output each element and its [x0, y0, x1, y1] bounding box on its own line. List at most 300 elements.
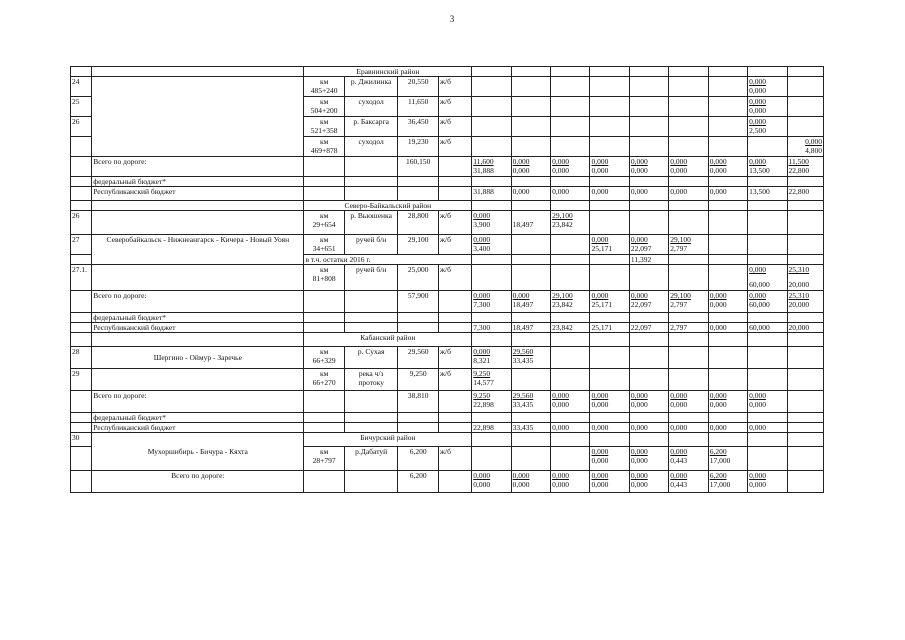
cell-value: 0,000	[630, 480, 648, 489]
table-cell: ручей б/н	[344, 235, 398, 255]
cell-value: 0,000	[749, 117, 766, 126]
table-cell	[708, 391, 747, 413]
table-cell	[551, 313, 590, 323]
table-cell: Республиканский бюджет	[92, 323, 304, 333]
table-cell	[472, 177, 511, 187]
table-cell	[398, 177, 438, 187]
cell-value: 66+270	[312, 378, 336, 387]
table-cell: 7,300	[472, 323, 511, 333]
table-cell	[787, 255, 824, 265]
table-cell	[787, 235, 824, 255]
table-cell	[708, 97, 747, 117]
cell-value: 0,000	[749, 97, 766, 106]
table-cell	[590, 235, 629, 255]
table-cell	[511, 77, 550, 97]
table-cell	[398, 323, 438, 333]
table-cell	[71, 177, 92, 187]
table-cell	[438, 471, 471, 493]
cell-value: 29+654	[312, 220, 336, 229]
table-cell	[708, 157, 747, 177]
cell-value: 0,000	[630, 471, 648, 480]
table-cell: 28	[71, 347, 92, 369]
table-cell	[344, 413, 398, 423]
cell-value: 0,000	[473, 347, 491, 356]
table-cell	[629, 391, 668, 413]
table-cell: 25	[71, 97, 92, 117]
table-cell: р.Дабатуй	[344, 447, 398, 471]
table-cell: 23,842	[551, 323, 590, 333]
cell-value: 31,888	[473, 166, 494, 175]
table-cell: р. Сухая	[344, 347, 398, 369]
cell-value: 2,500	[749, 126, 766, 135]
cell-value: 7,300	[473, 300, 491, 309]
table-cell	[669, 471, 708, 493]
table-cell	[344, 177, 398, 187]
section-header	[71, 67, 824, 77]
cell-value: 17,000	[709, 480, 731, 489]
cell-value: 33,435	[512, 356, 534, 365]
table-cell	[748, 265, 787, 291]
table-cell: 6,200	[398, 447, 438, 471]
table-cell	[669, 369, 708, 391]
table-cell	[629, 137, 668, 157]
table-cell	[511, 447, 550, 471]
cell-value: 3,400	[473, 244, 491, 253]
cell-value: 0,443	[670, 480, 688, 489]
table-cell	[511, 235, 550, 255]
table-cell	[787, 201, 824, 211]
cell-value: 0,000	[552, 471, 569, 480]
cell-value: 0,000	[749, 157, 766, 166]
table-cell	[71, 423, 92, 433]
table-cell	[708, 333, 747, 347]
cell-value: 0,000	[749, 291, 766, 300]
cell-value: 0,000	[630, 157, 648, 166]
table-cell: 25,171	[590, 323, 629, 333]
table-cell	[748, 177, 787, 187]
table-cell	[551, 291, 590, 313]
table-cell: ж/б	[438, 211, 471, 235]
table-cell	[669, 333, 708, 347]
table-cell	[551, 433, 590, 447]
table-cell	[629, 235, 668, 255]
table-cell	[511, 265, 550, 291]
cell-value: 0,000	[512, 157, 530, 166]
cell-value: км	[319, 265, 329, 274]
table-cell	[669, 77, 708, 97]
cell-value: 0,000	[749, 86, 766, 95]
table-cell	[92, 265, 304, 291]
cell-value: 0,000	[805, 137, 822, 146]
cell-value: 0,000	[709, 291, 727, 300]
table-cell	[748, 157, 787, 177]
cell-value: 20,000	[788, 300, 810, 309]
cell-value: км	[319, 369, 329, 378]
table-cell	[748, 347, 787, 369]
table-cell	[748, 255, 787, 265]
table-cell	[71, 313, 92, 323]
cell-value: 0,000	[473, 291, 491, 300]
table-cell: 57,900	[398, 291, 438, 313]
table-cell	[669, 347, 708, 369]
section-header	[71, 333, 824, 347]
cell-value: 0,000	[670, 447, 688, 456]
table-cell: 36,450	[398, 117, 438, 137]
cell-value: 0,000	[512, 480, 530, 489]
table-cell	[748, 391, 787, 413]
table-cell	[551, 117, 590, 137]
table-cell	[590, 433, 629, 447]
cell-value: 0,000	[630, 456, 648, 465]
table-cell	[629, 347, 668, 369]
table-cell	[438, 157, 471, 177]
cell-value: 0,000	[591, 166, 609, 175]
table-cell: ж/б	[438, 265, 471, 291]
cell-value: 0,000	[749, 106, 766, 115]
table-cell	[438, 291, 471, 313]
table-cell	[708, 117, 747, 137]
cell-value: 66+329	[312, 356, 336, 365]
table-cell	[398, 423, 438, 433]
table-cell	[787, 137, 824, 157]
budget-table	[70, 66, 824, 493]
table-cell	[472, 157, 511, 177]
table-cell	[551, 265, 590, 291]
cell-value: 0,000	[552, 391, 569, 400]
table-cell	[748, 97, 787, 117]
cell-value: 29,560	[512, 391, 534, 400]
table-cell: 38,810	[398, 391, 438, 413]
cell-value: 0,000	[591, 391, 609, 400]
table-cell	[787, 265, 824, 291]
table-cell	[748, 201, 787, 211]
table-cell: 11,392	[629, 255, 668, 265]
cell-value: 0,000	[591, 400, 609, 409]
table-cell	[629, 433, 668, 447]
table-cell	[669, 67, 708, 77]
table-cell	[748, 235, 787, 255]
total-row	[71, 291, 824, 313]
cell-value: 0,000	[552, 166, 569, 175]
table-cell	[71, 187, 92, 201]
table-cell	[748, 117, 787, 137]
cell-value: 60,000	[749, 280, 770, 289]
cell-value: 0,000	[630, 166, 648, 175]
cell-value: 0,000	[709, 400, 727, 409]
federal-row	[71, 413, 824, 423]
cell-value: 0,000	[670, 400, 688, 409]
table-cell	[748, 313, 787, 323]
cell-value: 4,800	[805, 146, 822, 155]
table-cell	[590, 177, 629, 187]
table-cell	[438, 423, 471, 433]
table-cell	[669, 97, 708, 117]
table-cell	[551, 77, 590, 97]
table-cell	[472, 77, 511, 97]
table-cell: 29,100	[398, 235, 438, 255]
table-cell: Всего по дороге:	[92, 291, 304, 313]
table-cell	[551, 177, 590, 187]
table-cell	[472, 347, 511, 369]
table-cell: 33,435	[511, 423, 550, 433]
table-cell: суходол	[344, 137, 398, 157]
table-cell	[708, 67, 747, 77]
table-cell	[551, 235, 590, 255]
republic-row	[71, 423, 824, 433]
table-cell	[629, 177, 668, 187]
cell-value: 29,560	[512, 347, 534, 356]
table-cell	[590, 447, 629, 471]
table-cell	[551, 333, 590, 347]
table-cell	[344, 187, 398, 201]
cell-value: 25,310	[788, 265, 810, 274]
table-cell	[472, 97, 511, 117]
table-cell	[708, 433, 747, 447]
cell-value: 60,000	[749, 300, 770, 309]
table-cell	[787, 471, 824, 493]
federal-row	[71, 177, 824, 187]
table-cell	[551, 157, 590, 177]
cell-value: 521+358	[310, 126, 338, 135]
table-cell	[590, 137, 629, 157]
table-cell	[590, 117, 629, 137]
table-cell	[590, 77, 629, 97]
table-cell	[787, 291, 824, 313]
table-cell	[551, 137, 590, 157]
table-cell	[472, 265, 511, 291]
cell-value: 28+797	[312, 456, 336, 465]
table-cell	[669, 137, 708, 157]
table-cell	[472, 137, 511, 157]
table-row	[71, 211, 824, 235]
table-cell	[590, 313, 629, 323]
table-cell	[511, 471, 550, 493]
table-cell	[472, 433, 511, 447]
table-cell: река ч/з протоку	[344, 369, 398, 391]
table-cell: 0,000	[708, 423, 747, 433]
federal-row	[71, 313, 824, 323]
table-cell: 6,200	[398, 471, 438, 493]
table-cell	[590, 67, 629, 77]
cell-value: 0,000	[591, 480, 609, 489]
cell-value: 23,842	[552, 220, 573, 229]
table-cell	[629, 369, 668, 391]
table-cell	[590, 333, 629, 347]
table-cell	[748, 447, 787, 471]
table-cell: Республиканский бюджет	[92, 423, 304, 433]
table-cell	[787, 77, 824, 97]
table-cell	[344, 323, 398, 333]
table-cell	[92, 77, 304, 157]
table-cell	[92, 369, 304, 391]
cell-value: 9,250	[473, 391, 491, 400]
table-cell	[629, 447, 668, 471]
cell-value: 0,000	[591, 471, 609, 480]
cell-value: 0,000	[630, 391, 648, 400]
table-cell	[629, 265, 668, 291]
cell-value: 0,000	[591, 157, 609, 166]
cell-value: 0,443	[670, 456, 688, 465]
cell-value: 0,000	[630, 447, 648, 456]
table-cell: 18,497	[511, 323, 550, 333]
table-cell	[708, 447, 747, 471]
total-row	[71, 391, 824, 413]
section-header	[71, 201, 824, 211]
cell-value: 22,898	[473, 400, 494, 409]
table-cell	[748, 413, 787, 423]
cell-value: 20,000	[788, 280, 810, 289]
table-cell	[590, 97, 629, 117]
cell-value: 469+878	[310, 146, 338, 155]
table-cell: 0,000	[748, 423, 787, 433]
table-cell	[708, 137, 747, 157]
table-cell	[472, 117, 511, 137]
table-cell	[304, 471, 344, 493]
table-cell	[71, 201, 92, 211]
table-cell	[748, 137, 787, 157]
table-cell	[71, 157, 92, 177]
cell-value: 22,097	[630, 300, 652, 309]
table-cell	[590, 291, 629, 313]
table-cell	[551, 447, 590, 471]
cell-value	[513, 211, 549, 220]
table-cell: 30	[71, 433, 92, 447]
table-cell	[669, 265, 708, 291]
cell-value: 0,000	[749, 480, 766, 489]
cell-value: 0,000	[512, 166, 530, 175]
table-cell: 20,000	[787, 323, 824, 333]
table-cell	[304, 177, 344, 187]
table-cell	[71, 291, 92, 313]
table-cell	[511, 313, 550, 323]
cell-value: 3,900	[473, 220, 491, 229]
table-cell	[551, 413, 590, 423]
table-cell	[304, 211, 344, 235]
table-cell	[629, 97, 668, 117]
table-cell: ручей б/н	[344, 265, 398, 291]
table-cell	[629, 201, 668, 211]
table-cell	[669, 413, 708, 423]
cell-value: 0,000	[670, 391, 688, 400]
table-cell	[748, 211, 787, 235]
table-cell: 0,000	[669, 187, 708, 201]
table-cell	[551, 97, 590, 117]
table-cell: в т.ч. остатки 2016 г.	[304, 255, 472, 265]
table-cell	[669, 433, 708, 447]
table-cell	[590, 413, 629, 423]
table-cell: 2,797	[669, 323, 708, 333]
table-cell: 0,000	[590, 423, 629, 433]
table-cell	[708, 471, 747, 493]
table-cell	[708, 413, 747, 423]
cell-value: 0,000	[591, 447, 609, 456]
cell-value: 0,000	[749, 265, 766, 274]
cell-value: 0,000	[473, 235, 491, 244]
table-cell: Еравнинский район	[304, 67, 472, 77]
table-cell	[590, 347, 629, 369]
table-cell	[344, 423, 398, 433]
table-cell: Всего по дороге:	[92, 157, 304, 177]
table-cell	[708, 313, 747, 323]
table-cell	[669, 447, 708, 471]
table-cell	[304, 391, 344, 413]
table-cell: 0,000	[669, 423, 708, 433]
table-cell	[629, 77, 668, 97]
table-cell	[472, 313, 511, 323]
table-cell	[787, 369, 824, 391]
republic-row	[71, 323, 824, 333]
table-cell: 20,550	[398, 77, 438, 97]
cell-value: 504+200	[310, 106, 338, 115]
cell-value: 0,000	[670, 157, 688, 166]
table-cell	[438, 187, 471, 201]
table-cell	[92, 333, 304, 347]
table-cell	[344, 471, 398, 493]
table-row	[71, 369, 824, 391]
table-cell: федеральный бюджет*	[92, 177, 304, 187]
cell-value: 0,000	[512, 291, 530, 300]
table-cell	[472, 391, 511, 413]
table-cell: Шергино - Оймур - Заречье	[92, 347, 304, 369]
table-cell	[787, 333, 824, 347]
table-cell	[708, 235, 747, 255]
cell-value: км	[319, 97, 329, 106]
table-cell	[590, 211, 629, 235]
cell-value: 0,000	[630, 400, 648, 409]
cell-value: 0,000	[591, 456, 609, 465]
table-cell: 0,000	[551, 187, 590, 201]
table-cell: 31,888	[472, 187, 511, 201]
table-cell	[472, 471, 511, 493]
cell-value: 0,000	[512, 471, 530, 480]
table-cell	[787, 433, 824, 447]
cell-value: 11,500	[788, 157, 809, 166]
cell-value: 0,000	[473, 211, 491, 220]
table-cell: 22,097	[629, 323, 668, 333]
table-cell	[708, 369, 747, 391]
table-cell	[304, 97, 344, 117]
table-cell: Всего по дороге:	[92, 471, 304, 493]
table-cell	[511, 291, 550, 313]
table-cell	[304, 291, 344, 313]
table-cell	[511, 97, 550, 117]
table-cell: 0,000	[708, 323, 747, 333]
table-cell	[629, 333, 668, 347]
cell-value: 0,000	[552, 400, 569, 409]
cell-value: 25,171	[591, 244, 613, 253]
table-cell: 29	[71, 369, 92, 391]
table-cell: 22,898	[472, 423, 511, 433]
table-cell: ж/б	[438, 77, 471, 97]
table-cell	[748, 369, 787, 391]
cell-value: 34+651	[312, 244, 336, 253]
table-cell	[748, 67, 787, 77]
table-cell	[708, 201, 747, 211]
table-cell: федеральный бюджет*	[92, 413, 304, 423]
table-cell	[551, 391, 590, 413]
table-cell	[748, 291, 787, 313]
table-cell	[708, 177, 747, 187]
table-cell: Всего по дороге:	[92, 391, 304, 413]
cell-value: 0,000	[709, 166, 727, 175]
table-cell	[438, 177, 471, 187]
table-cell: ж/б	[438, 137, 471, 157]
page-number: 3	[449, 14, 455, 24]
table-row	[71, 265, 824, 291]
table-cell	[511, 391, 550, 413]
table-cell: Кабанский район	[304, 333, 472, 347]
table-cell	[787, 97, 824, 117]
